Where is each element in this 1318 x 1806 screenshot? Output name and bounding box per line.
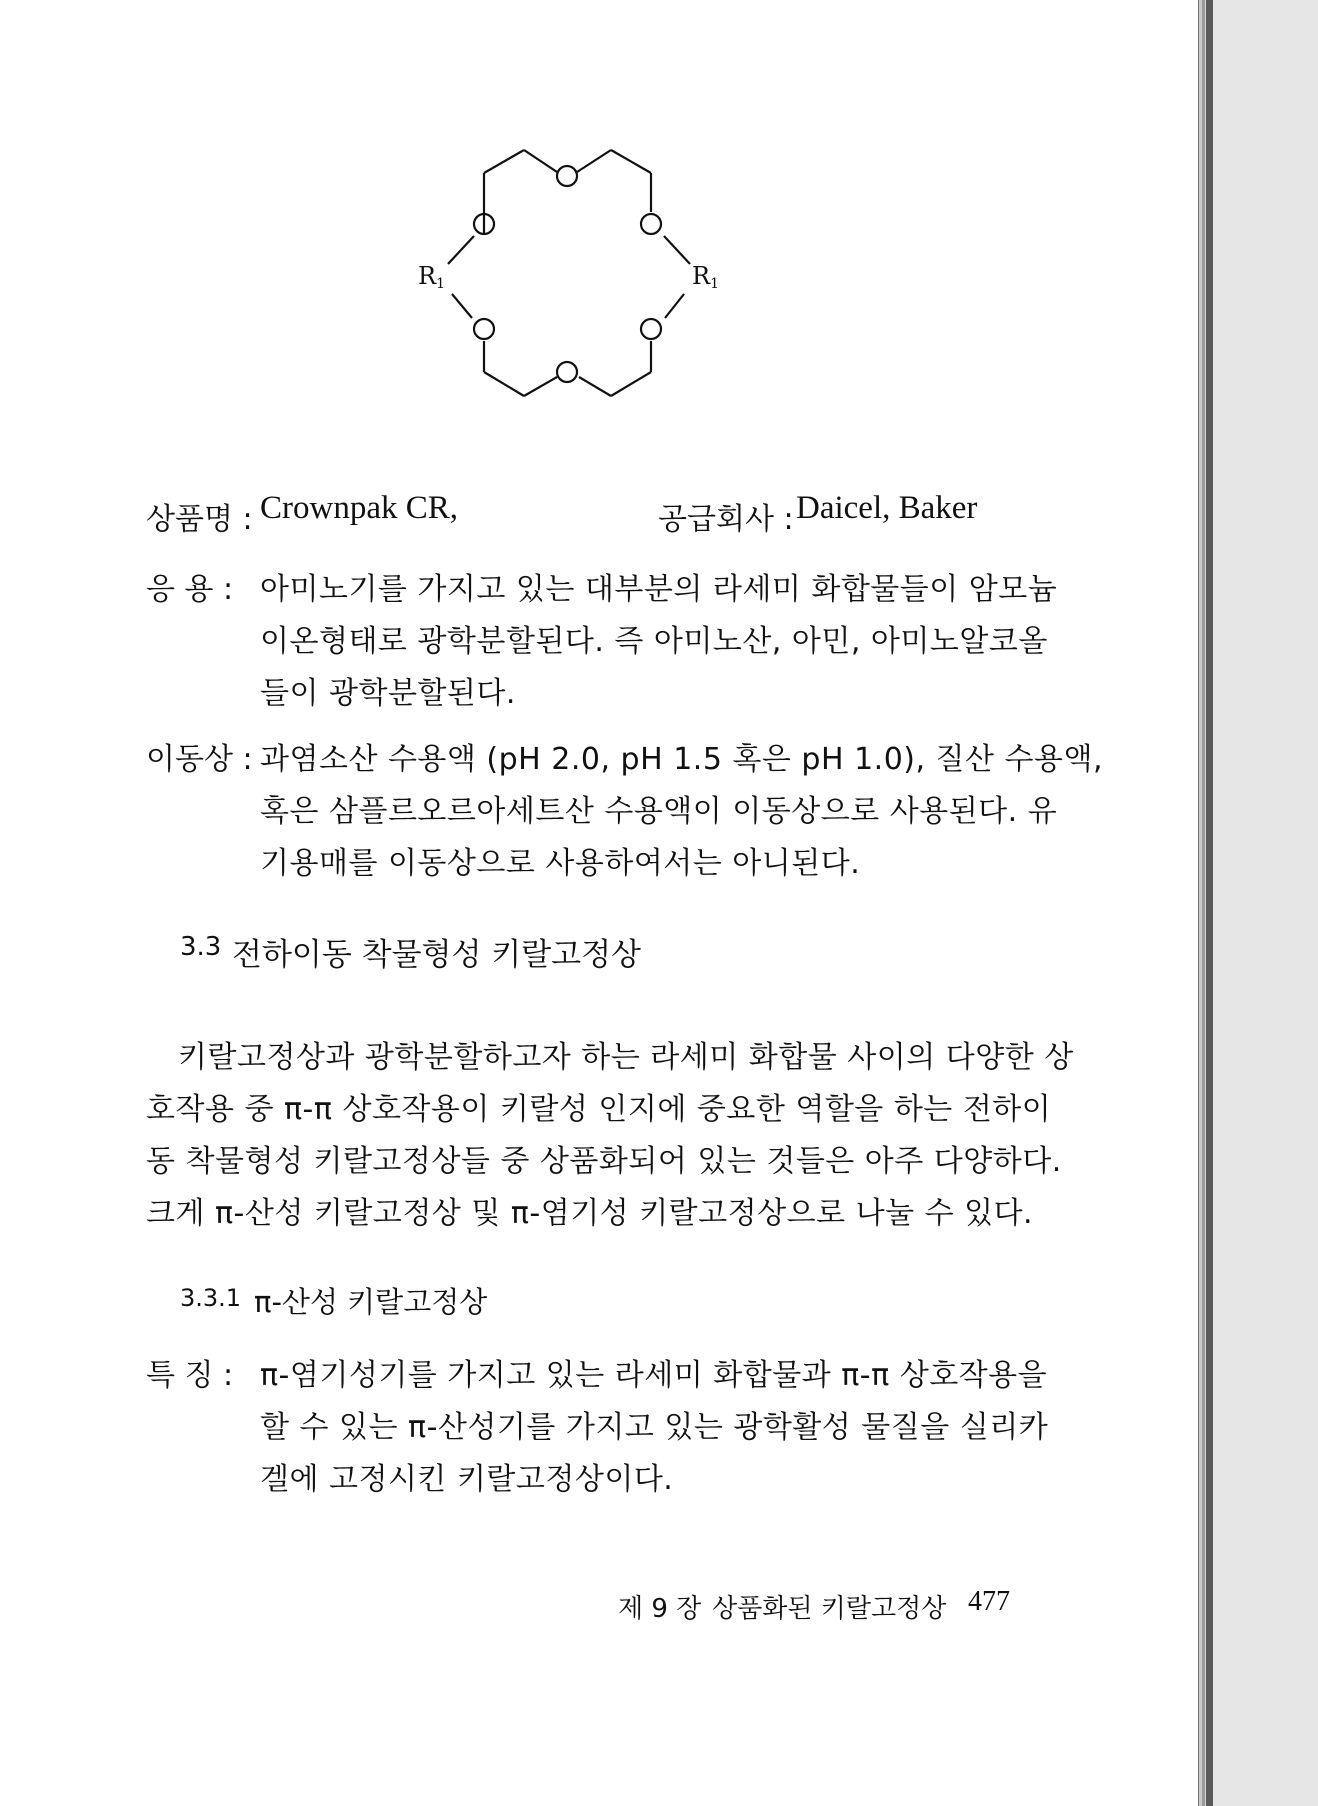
- page-number: 477: [968, 1586, 1010, 1617]
- product-name-value: Crownpak CR,: [260, 490, 458, 526]
- crown-ether-structure: [0, 0, 1198, 440]
- application-line: 아미노기를 가지고 있는 대부분의 라세미 화합물들이 암모늄: [260, 572, 1058, 607]
- supplier-value: Daicel, Baker: [796, 490, 978, 526]
- section-3-3-1-number: 3.3.1: [180, 1284, 242, 1312]
- section-3-3-title: 전하이동 착물형성 키랄고정상: [232, 937, 642, 973]
- r1-left-label: R1: [418, 262, 445, 292]
- oxygen-atom-label: O: [483, 230, 485, 231]
- page-edge-shadow: [1206, 0, 1213, 1806]
- r1-right-label: R1: [692, 262, 719, 292]
- oxygen-atom-label: O: [650, 230, 652, 231]
- oxygen-atom-label: O: [483, 335, 485, 336]
- section-3-3-paragraph-line: 호작용 중 π-π 상호작용이 키랄성 인지에 중요한 역할을 하는 전하이: [146, 1092, 1052, 1127]
- mobile-phase-line: 과염소산 수용액 (pH 2.0, pH 1.5 혹은 pH 1.0), 질산 수용액,: [260, 742, 1104, 777]
- footer-chapter: 제 9 장: [618, 1594, 702, 1624]
- mobile-phase-line: 혹은 삼플르오르아세트산 수용액이 이동상으로 사용된다. 유: [260, 794, 1058, 829]
- section-3-3-number: 3.3: [180, 932, 222, 962]
- section-3-3-paragraph-line: 동 착물형성 키랄고정상들 중 상품화되어 있는 것들은 아주 다양하다.: [146, 1144, 1062, 1179]
- mobile-phase-label: 이동상 :: [146, 742, 253, 777]
- supplier-label: 공급회사 :: [658, 502, 794, 537]
- section-3-3-1-title: π-산성 키랄고정상: [254, 1285, 488, 1319]
- product-name-label: 상품명 :: [146, 502, 253, 537]
- feature-label: 특 징 :: [146, 1358, 234, 1393]
- application-line: 이온형태로 광학분할된다. 즉 아미노산, 아민, 아미노알코올: [260, 624, 1048, 659]
- application-line: 들이 광학분할된다.: [260, 676, 516, 711]
- oxygen-atom-label: O: [650, 335, 652, 336]
- oxygen-atom-label: O: [566, 182, 568, 183]
- feature-line: π-염기성기를 가지고 있는 라세미 화합물과 π-π 상호작용을: [260, 1358, 1048, 1393]
- oxygen-atom-label: O: [566, 378, 568, 379]
- application-label: 응 용 :: [146, 572, 234, 607]
- feature-line: 할 수 있는 π-산성기를 가지고 있는 광학활성 물질을 실리카: [260, 1410, 1049, 1445]
- mobile-phase-line: 기용매를 이동상으로 사용하여서는 아니된다.: [260, 846, 861, 881]
- footer-chapter-title: 상품화된 키랄고정상: [712, 1594, 947, 1624]
- feature-line: 겔에 고정시킨 키랄고정상이다.: [260, 1462, 674, 1497]
- section-3-3-paragraph-line: 크게 π-산성 키랄고정상 및 π-염기성 키랄고정상으로 나눌 수 있다.: [146, 1196, 1034, 1231]
- section-3-3-paragraph-line: 키랄고정상과 광학분할하고자 하는 라세미 화합물 사이의 다양한 상: [178, 1040, 1074, 1075]
